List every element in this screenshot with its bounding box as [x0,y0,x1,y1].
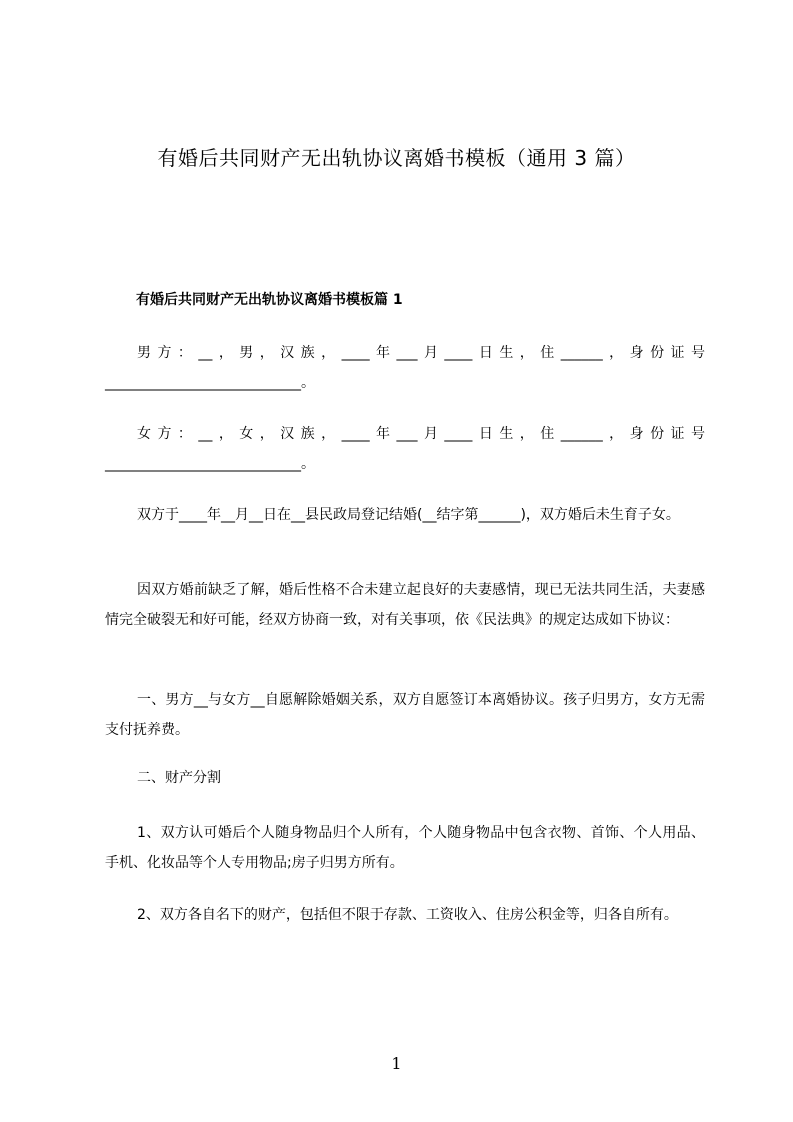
paragraph-clause-1: 一、男方__与女方__自愿解除婚姻关系，双方自愿签订本离婚协议。孩子归男方，女方无需支付抚养费。 [105,692,705,738]
paragraph-property-item-1: 1、双方认可婚后个人随身物品归个人所有，个人随身物品中包含衣物、首饰、个人用品、手机、化妆品等个人专用物品;房子归男方所有。 [105,825,705,871]
paragraph-clause-2-heading: 二、财产分割 [137,770,221,786]
page-number: 1 [391,1054,402,1073]
section-title: 有婚后共同财产无出轨协议离婚书模板篇 1 [136,292,403,308]
paragraph-husband-info: 男方：__，男，汉族，____年___月____日生，住______，身份证号____________________________。 [105,345,705,391]
paragraph-property-item-2: 2、双方各自名下的财产，包括但不限于存款、工资收入、住房公积金等，归各自所有。 [137,907,678,923]
document-title: 有婚后共同财产无出轨协议离婚书模板（通用 3 篇） [157,146,636,170]
paragraph-wife-info: 女方：__，女，汉族，____年___月____日生，住______，身份证号____________________________。 [105,426,705,472]
paragraph-reason: 因双方婚前缺乏了解，婚后性格不合未建立起良好的夫妻感情，现已无法共同生活，夫妻感情完全破裂无和好可能，经双方协商一致，对有关事项，依《民法典》的规定达成如下协议： [105,582,705,628]
paragraph-marriage-registration: 双方于____年__月__日在__县民政局登记结婚(__结字第______)，双方婚后未生育子女。 [137,507,680,523]
